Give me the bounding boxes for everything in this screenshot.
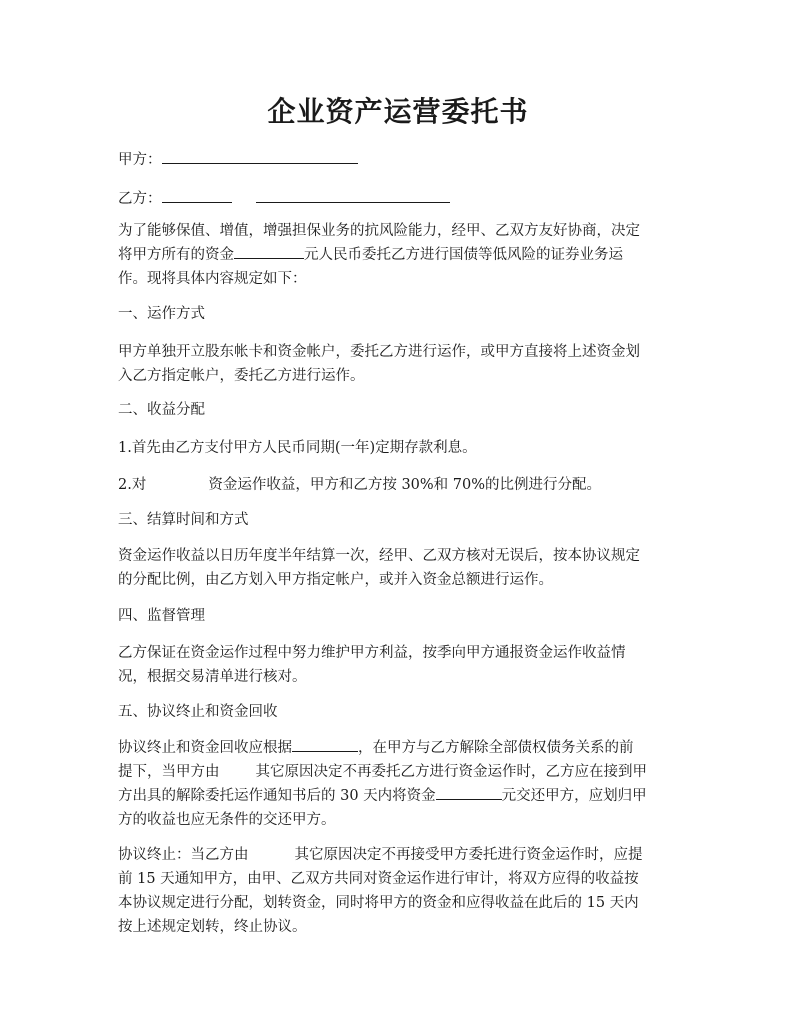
section-5-paragraph-2: 协议终止：当乙方由 其它原因决定不再接受甲方委托进行资金运作时，应提 前 15 天通知甲方，由甲、乙双方共同对资金运作进行审计，将双方应得的收益按 本协议规定进行分配，划转资金，同时将甲方的资金和应得收益在此后的 15 天内 按上述规定划转，终止协议。 (118, 847, 643, 935)
intro-paragraph (118, 219, 686, 291)
party-b-blank-1 (162, 187, 232, 203)
return-amount-blank (436, 784, 502, 800)
section-2-item-2: 2.对 资金运作收益，甲方和乙方按 30%和 70%的比例进行分配。 (118, 477, 602, 493)
party-b-blank-2 (256, 187, 450, 203)
document-title: 企业资产运营委托书 (267, 95, 529, 128)
basis-blank (292, 736, 358, 752)
intro-line-2: 将甲方所有的资金 元人民币委托乙方进行国债等低风险的证券业务运 (118, 243, 686, 267)
section-2-item-1: 1.首先由乙方支付甲方人民币同期(一年)定期存款利息。 (118, 440, 477, 456)
intro-line-1: 为了能够保值、增值，增强担保业务的抗风险能力，经甲、乙双方友好协商，决定 (118, 223, 640, 239)
section-2-heading: 二、收益分配 (118, 402, 205, 418)
section-1-heading: 一、运作方式 (118, 306, 205, 322)
section-1-body: 甲方单独开立股东帐卡和资金帐户，委托乙方进行运作，或甲方直接将上述资金划 入乙方指定帐户，委托乙方进行运作。 (118, 344, 640, 384)
section-3-heading: 三、结算时间和方式 (118, 512, 249, 528)
party-a-line (118, 148, 686, 172)
section-5-paragraph-1: 协议终止和资金回收应根据 ，在甲方与乙方解除全部债权债务关系的前 提下，当甲方由 其它原因决定不再委托乙方进行资金运作时，乙方应在接到甲 方出具的解除委托运作通知书后的 30 天内将资金 元交还甲方，应划归甲 方的收益也应无条件的交还甲方。 (118, 736, 686, 832)
party-b-label: 乙方： (118, 191, 162, 207)
section-4-heading: 四、监督管理 (118, 608, 205, 624)
party-a-blank (162, 148, 358, 164)
party-a-label: 甲方： (118, 152, 162, 168)
section-3-body: 资金运作收益以日历年度半年结算一次，经甲、乙双方核对无误后，按本协议规定 的分配比例，由乙方划入甲方指定帐户，或并入资金总额进行运作。 (118, 548, 640, 588)
party-b-line (118, 187, 686, 211)
section-4-body: 乙方保证在资金运作过程中努力维护甲方利益，按季向甲方通报资金运作收益情 况，根据交易清单进行核对。 (118, 645, 626, 685)
amount-blank (234, 243, 304, 259)
intro-line-3: 作。现将具体内容规定如下： (118, 271, 307, 287)
section-5-heading: 五、协议终止和资金回收 (118, 704, 278, 720)
